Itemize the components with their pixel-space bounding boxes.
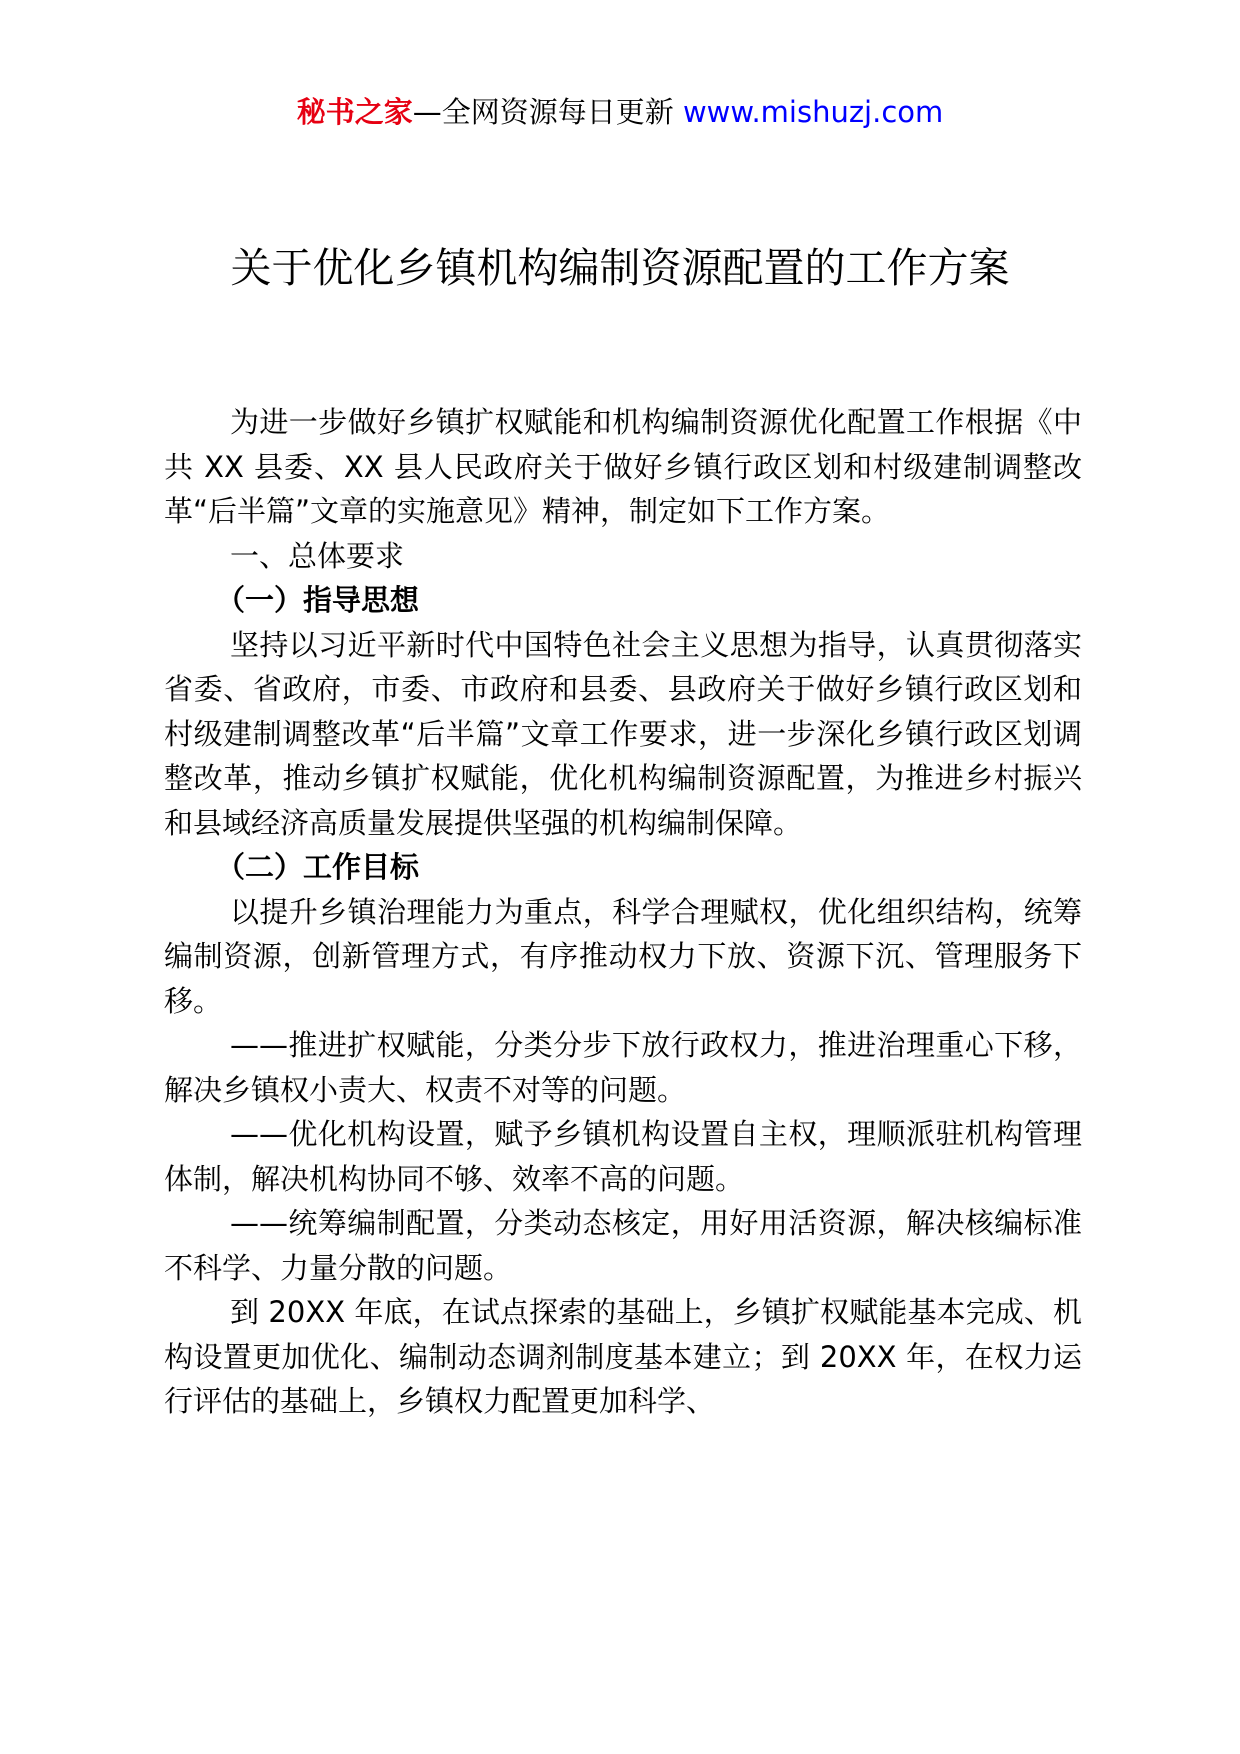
dash-item-staffing: ——统筹编制配置，分类动态核定，用好用活资源，解决核编标准不科学、力量分散的问题。 [164,1206,1082,1285]
dash-item-organization: ——优化机构设置，赋予乡镇机构设置自主权，理顺派驻机构管理体制，解决机构协同不够、效率不高的问题。 [164,1117,1082,1196]
work-goal-paragraph: 以提升乡镇治理能力为重点，科学合理赋权，优化组织结构，统筹编制资源，创新管理方式，有序推动权力下放、资源下沉、管理服务下移。 [164,894,1082,1018]
subheading-work-goal: （二）工作目标 [216,850,420,884]
dash-item-empowerment: ——推进扩权赋能，分类分步下放行政权力，推进治理重心下移，解决乡镇权小责大、权责不对等的问题。 [164,1028,1082,1107]
site-tagline: —全网资源每日更新 [412,95,674,129]
subheading-guiding-thought: （一）指导思想 [216,583,420,617]
section-heading-1: 一、总体要求 [230,538,405,573]
document-title: 关于优化乡镇机构编制资源配置的工作方案 [230,244,1010,292]
target-timeline-paragraph: 到 20XX 年底，在试点探索的基础上，乡镇扩权赋能基本完成、机构设置更加优化、编制动态调剂制度基本建立；到 20XX 年，在权力运行评估的基础上，乡镇权力配置更加科学、 [164,1295,1082,1418]
site-brand: 秘书之家 [296,95,413,129]
site-header [0,92,1240,132]
site-url-link[interactable]: www.mishuzj.com [682,95,944,129]
document-body [164,400,1082,1424]
guiding-thought-paragraph: 坚持以习近平新时代中国特色社会主义思想为指导，认真贯彻落实省委、省政府，市委、市政府和县委、县政府关于做好乡镇行政区划和村级建制调整改革“后半篇”文章工作要求，进一步深化乡镇行政区划调整改革，推动乡镇扩权赋能，优化机构编制资源配置，为推进乡村振兴和县域经济高质量发展提供坚强的机构编制保障。 [164,627,1082,840]
intro-paragraph: 为进一步做好乡镇扩权赋能和机构编制资源优化配置工作根据《中共 XX 县委、XX 县人民政府关于做好乡镇行政区划和村级建制调整改革“后半篇”文章的实施意见》精神，制定如下工作方案。 [164,405,1082,528]
